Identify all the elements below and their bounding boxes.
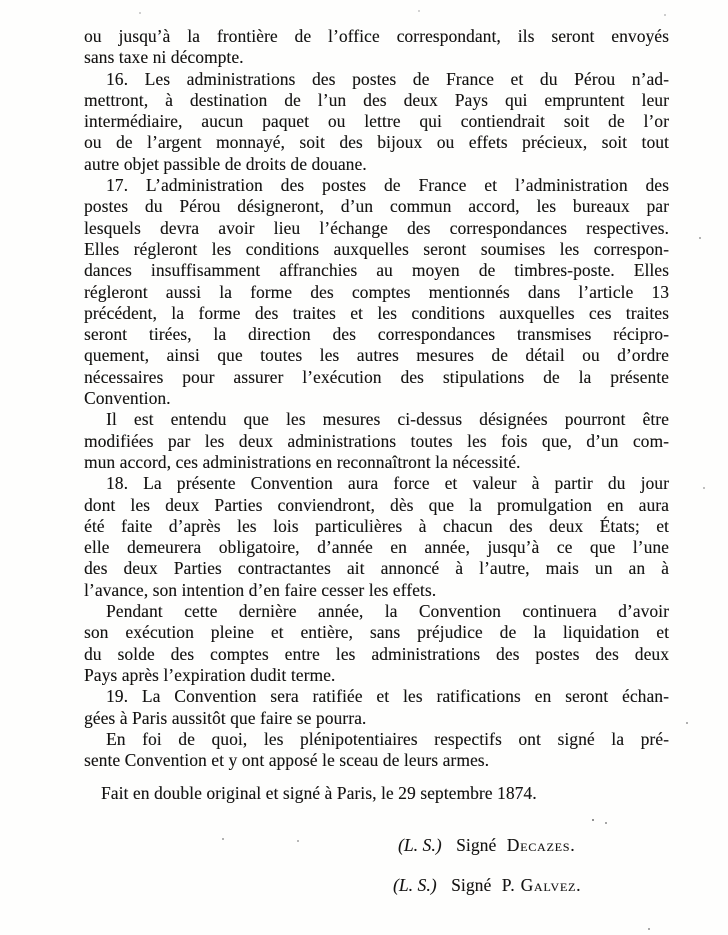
paragraph	[84, 69, 669, 175]
text-line: gées à Paris aussitôt que faire se pourra.	[84, 707, 367, 728]
text-line: Il est entendu que les mesures ci-dessus désignées pourront être	[106, 409, 669, 430]
paragraph	[84, 686, 669, 729]
signed-label: Signé	[451, 874, 492, 895]
text-line: précédent, la forme des traites et les conditions auxquelles ces traites	[84, 302, 669, 323]
text-line: 17. L’administration des postes de France et l’administration des	[106, 175, 669, 196]
signatory-name: Decazes.	[506, 834, 576, 855]
text-line: du solde des comptes entre les administrations des postes des deux	[84, 643, 669, 664]
text-line: Convention.	[84, 388, 171, 409]
text-line: ou de l’argent monnayé, soit des bijoux ou effets précieux, soit tout	[84, 132, 669, 153]
paragraph	[84, 409, 669, 473]
text-line: nécessaires pour assurer l’exécution des stipulations de la présente	[84, 366, 669, 387]
paragraph	[84, 26, 669, 69]
text-line: dances insuffisamment affranchies au moyen de timbres-poste. Elles	[84, 260, 669, 281]
paragraph	[84, 601, 669, 686]
paragraph	[84, 175, 669, 409]
text-line: seront tirées, la direction des correspondances transmises récipro-	[84, 324, 669, 345]
signatory-name: P. Galvez.	[501, 874, 582, 895]
text-line: Pays après l’expiration dudit terme.	[84, 664, 336, 685]
text-line: 19. La Convention sera ratifiée et les ratifications en seront échan-	[106, 686, 669, 707]
paragraph	[84, 473, 669, 601]
text-line: modifiées par les deux administrations toutes les fois que, d’un com-	[84, 430, 669, 451]
text-line: son exécution pleine et entière, sans préjudice de la liquidation et	[84, 622, 669, 643]
signature-block	[84, 834, 669, 897]
text-line: postes du Pérou désigneront, d’un commun accord, les bureaux par	[84, 196, 669, 217]
text-line: sans taxe ni décompte.	[84, 47, 244, 68]
seal-abbreviation: (L. S.)	[398, 834, 442, 855]
text-line: sente Convention et y ont apposé le sceau de leurs armes.	[84, 750, 490, 771]
text-line: ou jusqu’à la frontière de l’office correspondant, ils seront envoyés	[84, 26, 669, 46]
text-line: autre objet passible de droits de douane.	[84, 153, 367, 174]
signed-label: Signé	[456, 834, 497, 855]
text-line: Pendant cette dernière année, la Convention continuera d’avoir	[106, 601, 669, 622]
text-line: mun accord, ces administrations en reconnaîtront la nécessité.	[84, 451, 521, 472]
text-line: 18. La présente Convention aura force et valeur à partir du jour	[106, 473, 669, 494]
text-line: elle demeurera obligatoire, d’année en année, jusqu’à ce que l’une	[84, 537, 669, 558]
text-block	[84, 26, 669, 914]
paragraphs-container	[84, 26, 669, 771]
text-line: dont les deux Parties conviendront, dès que la promulgation en aura	[84, 494, 669, 515]
text-line: intermédiaire, aucun paquet ou lettre qui contiendrait soit de l’or	[84, 111, 669, 132]
text-line: En foi de quoi, les plénipotentiaires respectifs ont signé la pré-	[106, 728, 669, 749]
signature-row	[393, 874, 669, 897]
text-line: quement, ainsi que toutes les autres mesures de détail ou d’ordre	[84, 345, 669, 366]
text-line: des deux Parties contractantes ait annoncé à l’autre, mais un an à	[84, 558, 669, 579]
text-line: mettront, à destination de l’un des deux Pays qui empruntent leur	[84, 89, 669, 110]
paragraph	[84, 729, 669, 772]
text-line: Elles régleront les conditions auxquelles seront soumises les correspon-	[84, 238, 669, 259]
text-line: l’avance, son intention d’en faire cesser les effets.	[84, 579, 437, 600]
text-line: été faite d’après les lois particulières à chacun des deux États; et	[84, 515, 669, 536]
text-line: régleront aussi la forme des comptes mentionnés dans l’article 13	[84, 281, 669, 302]
seal-abbreviation: (L. S.)	[393, 874, 437, 895]
signature-row	[398, 834, 669, 857]
text-line: 16. Les administrations des postes de France et du Pérou n’ad-	[106, 68, 669, 89]
closing-line: Fait en double original et signé à Paris, le 29 septembre 1874.	[101, 783, 537, 804]
text-line: lesquels devra avoir lieu l’échange des correspondances respectives.	[84, 217, 669, 238]
scan-speckles	[0, 0, 2, 2]
